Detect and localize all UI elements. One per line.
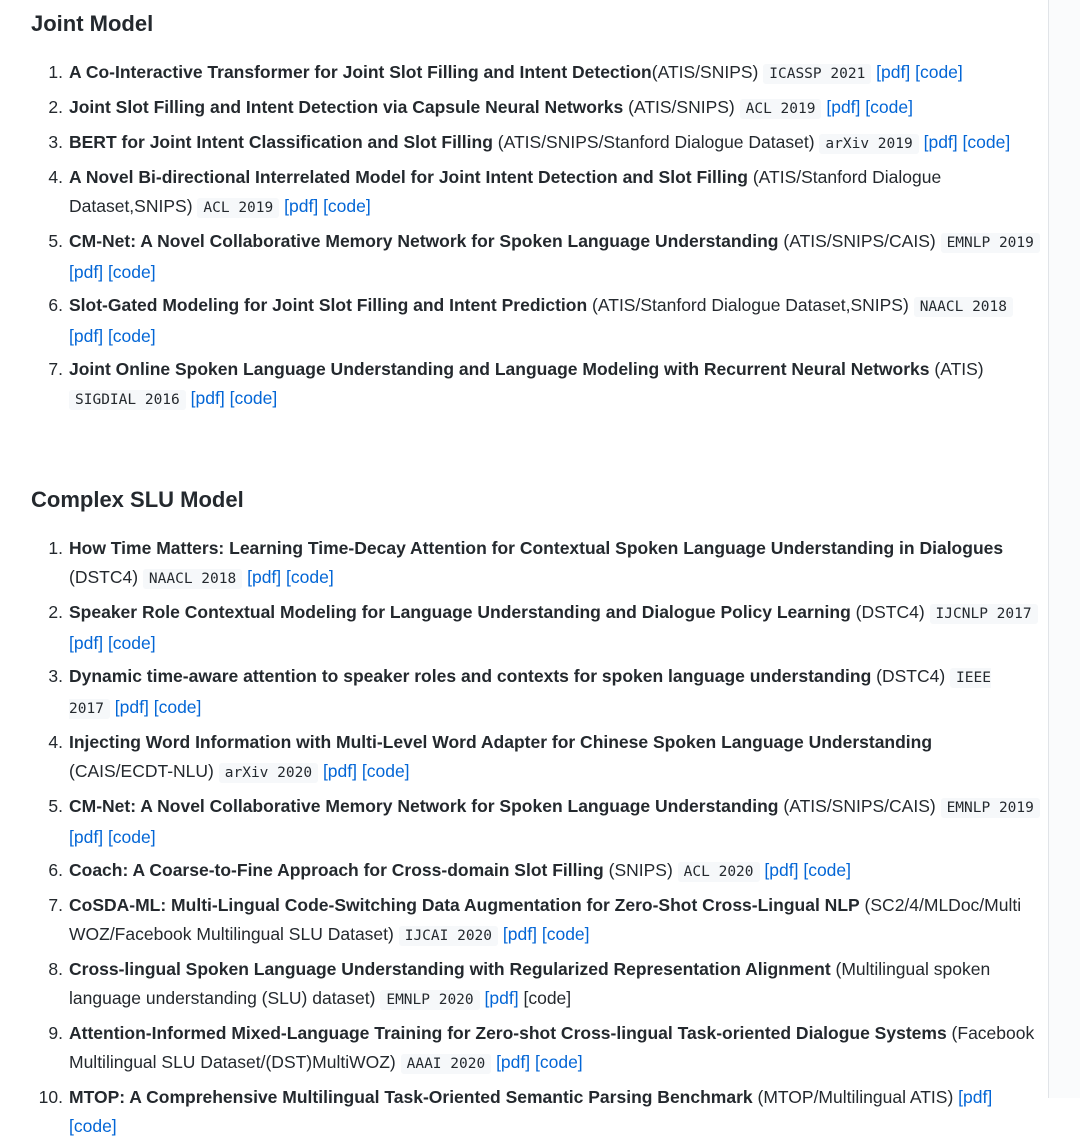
item-number: 8. (48, 959, 63, 979)
item-number: 5. (48, 796, 63, 816)
pdf-link[interactable]: [pdf] (876, 62, 911, 82)
list-item (0, 93, 1040, 124)
pdf-link[interactable]: [pdf] (764, 860, 799, 880)
venue-badge: IJCNLP 2017 (930, 604, 1038, 624)
item-number: 7. (48, 895, 63, 915)
dataset-label: (ATIS/Stanford Dialogue Dataset,SNIPS) (587, 295, 909, 315)
list-item (0, 128, 1040, 159)
dataset-label: (ATIS/SNIPS) (623, 97, 735, 117)
pdf-link[interactable]: [pdf] (502, 924, 537, 944)
dataset-label: (DSTC4) (69, 567, 139, 587)
list-item (0, 534, 1040, 594)
venue-badge: IJCAI 2020 (399, 926, 498, 946)
page-gutter (1049, 0, 1080, 1098)
list-item (0, 1019, 1040, 1079)
paper-title: CM-Net: A Novel Collaborative Memory Network for Spoken Language Understanding (69, 796, 779, 816)
dataset-label: (DSTC4) (850, 602, 925, 622)
paper-title: Joint Slot Filling and Intent Detection via Capsule Neural Networks (69, 97, 624, 117)
pdf-link[interactable]: [pdf] (496, 1052, 531, 1072)
item-number: 5. (48, 231, 63, 251)
paper-title: A Novel Bi-directional Interrelated Model for Joint Intent Detection and Slot Filling (69, 167, 748, 187)
venue-badge: ACL 2019 (740, 99, 822, 119)
list-item (0, 355, 1040, 415)
dataset-label: (ATIS) (929, 359, 984, 379)
list-item (0, 856, 1040, 887)
pdf-link[interactable]: [pdf] (114, 697, 149, 717)
venue-badge: NAACL 2018 (914, 297, 1013, 317)
paper-title: MTOP: A Comprehensive Multilingual Task-Oriented Semantic Parsing Benchmark (69, 1087, 753, 1107)
dataset-label: (DSTC4) (871, 666, 946, 686)
pdf-link[interactable]: [pdf] (322, 761, 357, 781)
venue-badge: ACL 2019 (197, 198, 279, 218)
list-item (0, 1083, 1040, 1141)
item-number: 6. (48, 860, 63, 880)
venue-badge: EMNLP 2019 (941, 798, 1040, 818)
item-number: 2. (48, 602, 63, 622)
venue-badge: ICASSP 2021 (763, 64, 871, 84)
pdf-link[interactable]: [pdf] (958, 1087, 993, 1107)
venue-badge: IEEE 2017 (69, 670, 991, 717)
list-item (0, 163, 1040, 223)
item-number: 4. (48, 732, 63, 752)
paper-title: A Co-Interactive Transformer for Joint Slot Filling and Intent Detection (69, 62, 652, 82)
venue-badge: AAAI 2020 (401, 1054, 492, 1074)
section-heading-complex-slu-model: Complex SLU Model (31, 487, 244, 512)
dataset-label: (ATIS/SNIPS) (651, 62, 759, 82)
venue-badge: NAACL 2018 (143, 569, 242, 589)
pdf-link[interactable]: [pdf] (69, 633, 104, 653)
list-item (0, 598, 1040, 658)
item-number: 4. (48, 167, 63, 187)
venue-badge: EMNLP 2020 (380, 990, 479, 1010)
item-number: 9. (48, 1023, 63, 1043)
paper-title: How Time Matters: Learning Time-Decay Attention for Contextual Spoken Language Understanding in Dialogues (69, 538, 1004, 558)
pdf-link[interactable]: [pdf] (484, 988, 519, 1008)
code-link[interactable]: [code] (107, 633, 156, 653)
paper-title: Cross-lingual Spoken Language Understanding with Regularized Representation Alignment (69, 959, 831, 979)
dataset-label: (CAIS/ECDT-NLU) (69, 761, 214, 781)
item-number: 1. (48, 62, 63, 82)
code-link[interactable]: [code] (229, 388, 278, 408)
item-number: 6. (48, 295, 63, 315)
list-item (0, 227, 1040, 287)
list-item (0, 662, 1040, 724)
dataset-label: (MTOP/Multilingual ATIS) (752, 1087, 954, 1107)
paper-title: Dynamic time-aware attention to speaker roles and contexts for spoken language understanding (69, 666, 872, 686)
code-link[interactable]: [code] (107, 262, 156, 282)
pdf-link[interactable]: [pdf] (284, 196, 319, 216)
dataset-label: (ATIS/SNIPS/CAIS) (778, 231, 936, 251)
pdf-link[interactable]: [pdf] (826, 97, 861, 117)
paper-title: Slot-Gated Modeling for Joint Slot Filling and Intent Prediction (69, 295, 588, 315)
code-link[interactable]: [code] (541, 924, 590, 944)
paper-title: CM-Net: A Novel Collaborative Memory Network for Spoken Language Understanding (69, 231, 779, 251)
list-item (0, 58, 1040, 89)
dataset-label: (SNIPS) (603, 860, 673, 880)
paper-title: Joint Online Spoken Language Understanding and Language Modeling with Recurrent Neural Networks (69, 359, 930, 379)
code-link[interactable]: [code] (286, 567, 334, 587)
pdf-link[interactable]: [pdf] (247, 567, 282, 587)
venue-badge: arXiv 2020 (219, 763, 318, 783)
item-number: 10. (38, 1087, 63, 1107)
item-number: 7. (48, 359, 63, 379)
pdf-link[interactable]: [pdf] (190, 388, 225, 408)
paper-title: Speaker Role Contextual Modeling for Language Understanding and Dialogue Policy Learning (69, 602, 851, 622)
section-heading-joint-model: Joint Model (31, 11, 154, 36)
pdf-link[interactable]: [pdf] (923, 132, 958, 152)
code-link[interactable]: [code] (803, 860, 852, 880)
dataset-label: (ATIS/SNIPS/Stanford Dialogue Dataset) (492, 132, 815, 152)
dataset-label: (Facebook Multilingual SLU Dataset/(DST)MultiWOZ) (69, 1023, 1035, 1072)
list-item (0, 891, 1040, 951)
pdf-link[interactable]: [pdf] (69, 326, 104, 346)
venue-badge: SIGDIAL 2016 (69, 390, 186, 410)
paper-title: BERT for Joint Intent Classification and Slot Filling (69, 132, 493, 152)
paper-title: Injecting Word Information with Multi-Level Word Adapter for Chinese Spoken Language Understanding (69, 732, 933, 752)
list-item (0, 955, 1040, 1015)
paper-title: CoSDA-ML: Multi-Lingual Code-Switching Data Augmentation for Zero-Shot Cross-Lingual NLP (69, 895, 860, 915)
pdf-link[interactable]: [pdf] (69, 827, 104, 847)
item-number: 1. (48, 538, 63, 558)
list-item (0, 792, 1040, 852)
code-link[interactable]: [code] (865, 97, 913, 117)
item-number: 3. (48, 666, 63, 686)
dataset-label: (ATIS/Stanford Dialogue Dataset,SNIPS) (69, 167, 942, 216)
venue-badge: ACL 2020 (678, 862, 760, 882)
code-link[interactable]: [code] (153, 697, 202, 717)
joint-model-list (0, 58, 1040, 419)
paper-title: Coach: A Coarse-to-Fine Approach for Cross-domain Slot Filling (69, 860, 604, 880)
code-link[interactable]: [code] (361, 761, 410, 781)
item-number: 3. (48, 132, 63, 152)
code-link[interactable]: [code] (107, 827, 156, 847)
code-link[interactable]: [code] (69, 1116, 117, 1136)
code-label: [code] (523, 988, 572, 1008)
complex-slu-model-list (0, 534, 1040, 1145)
dataset-label: (SC2/4/MLDoc/Multi WOZ/Facebook Multilingual SLU Dataset) (69, 895, 1022, 944)
list-item (0, 291, 1040, 351)
code-link[interactable]: [code] (915, 62, 963, 82)
pdf-link[interactable]: [pdf] (69, 262, 104, 282)
dataset-label: (ATIS/SNIPS/CAIS) (778, 796, 936, 816)
list-item (0, 728, 1040, 788)
item-number: 2. (48, 97, 63, 117)
code-link[interactable]: [code] (323, 196, 371, 216)
code-link[interactable]: [code] (535, 1052, 583, 1072)
venue-badge: arXiv 2019 (819, 134, 918, 154)
code-link[interactable]: [code] (107, 326, 156, 346)
code-link[interactable]: [code] (962, 132, 1011, 152)
venue-badge: EMNLP 2019 (941, 233, 1040, 253)
dataset-label: (Multilingual spoken language understanding (SLU) dataset) (69, 959, 991, 1008)
paper-title: Attention-Informed Mixed-Language Training for Zero-shot Cross-lingual Task-oriented Dialogue Systems (69, 1023, 947, 1043)
